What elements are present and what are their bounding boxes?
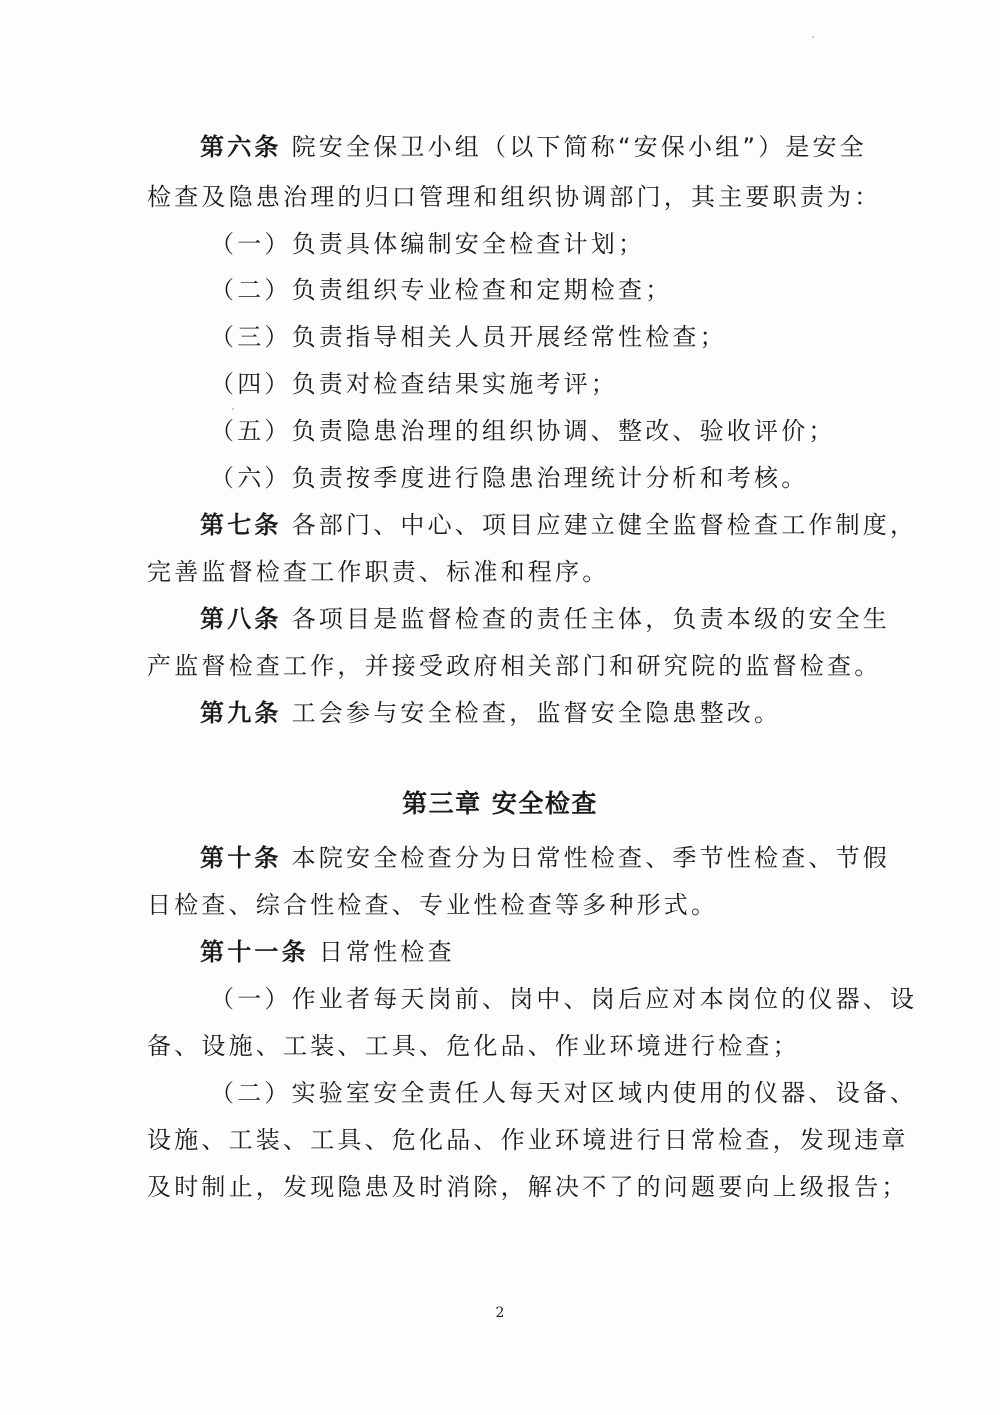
article6-item1: （一）负责具体编制安全检查计划； bbox=[210, 230, 646, 258]
article9-text1: 工会参与安全检查，监督安全隐患整改。 bbox=[291, 699, 782, 727]
article6-item2: （二）负责组织专业检查和定期检查； bbox=[210, 276, 673, 304]
article10-text1: 本院安全检查分为日常性检查、季节性检查、节假 bbox=[291, 844, 891, 872]
article11-item1-line1: （一）作业者每天岗前、岗中、岗后应对本岗位的仪器、设 bbox=[210, 985, 918, 1013]
article6-text1: 院安全保卫小组（以下简称“安保小组”）是安全 bbox=[291, 133, 867, 161]
article7-line1 bbox=[200, 510, 918, 540]
article6-line2: 检查及隐患治理的归口管理和组织协调部门，其主要职责为： bbox=[147, 183, 882, 211]
article11-item2-line3: 及时制止，发现隐患及时消除，解决不了的问题要向上级报告； bbox=[147, 1173, 909, 1201]
article10-number: 第十条 bbox=[200, 844, 282, 872]
chapter3-title: 第三章 安全检查 bbox=[402, 789, 598, 818]
scan-speck bbox=[232, 408, 234, 410]
article10-line2: 日检查、综合性检查、专业性检查等多种形式。 bbox=[147, 891, 719, 919]
article11-number: 第十一条 bbox=[200, 938, 309, 966]
article6-item3: （三）负责指导相关人员开展经常性检查； bbox=[210, 323, 727, 351]
article6-item6: （六）负责按季度进行隐患治理统计分析和考核。 bbox=[210, 464, 809, 492]
article6-line1 bbox=[200, 132, 900, 162]
article11-text1: 日常性检查 bbox=[318, 938, 455, 966]
article7-number: 第七条 bbox=[200, 511, 282, 539]
article9-line1 bbox=[200, 698, 900, 728]
article8-number: 第八条 bbox=[200, 605, 282, 633]
article8-line2: 产监督检查工作，并接受政府相关部门和研究院的监督检查。 bbox=[147, 652, 882, 680]
article11-item1-line2: 备、设施、工装、工具、危化品、作业环境进行检查； bbox=[147, 1032, 800, 1060]
article6-number: 第六条 bbox=[200, 133, 282, 161]
article6-item5: （五）负责隐患治理的组织协调、整改、验收评价； bbox=[210, 417, 836, 445]
article10-line1 bbox=[200, 843, 900, 873]
article8-line1 bbox=[200, 604, 900, 634]
article11-item2-line1: （二）实验室安全责任人每天对区域内使用的仪器、设备、 bbox=[210, 1079, 918, 1107]
article9-number: 第九条 bbox=[200, 699, 282, 727]
scan-speck bbox=[812, 36, 814, 38]
article7-text1: 各部门、中心、项目应建立健全监督检查工作制度， bbox=[291, 511, 918, 539]
article8-text1: 各项目是监督检查的责任主体，负责本级的安全生 bbox=[291, 605, 891, 633]
article6-item4: （四）负责对检查结果实施考评； bbox=[210, 370, 618, 398]
article7-line2: 完善监督检查工作职责、标准和程序。 bbox=[147, 558, 610, 586]
page-number: 2 bbox=[495, 1305, 505, 1321]
article11-line1 bbox=[200, 937, 900, 967]
article11-item2-line2: 设施、工装、工具、危化品、作业环境进行日常检查，发现违章 bbox=[147, 1126, 909, 1154]
